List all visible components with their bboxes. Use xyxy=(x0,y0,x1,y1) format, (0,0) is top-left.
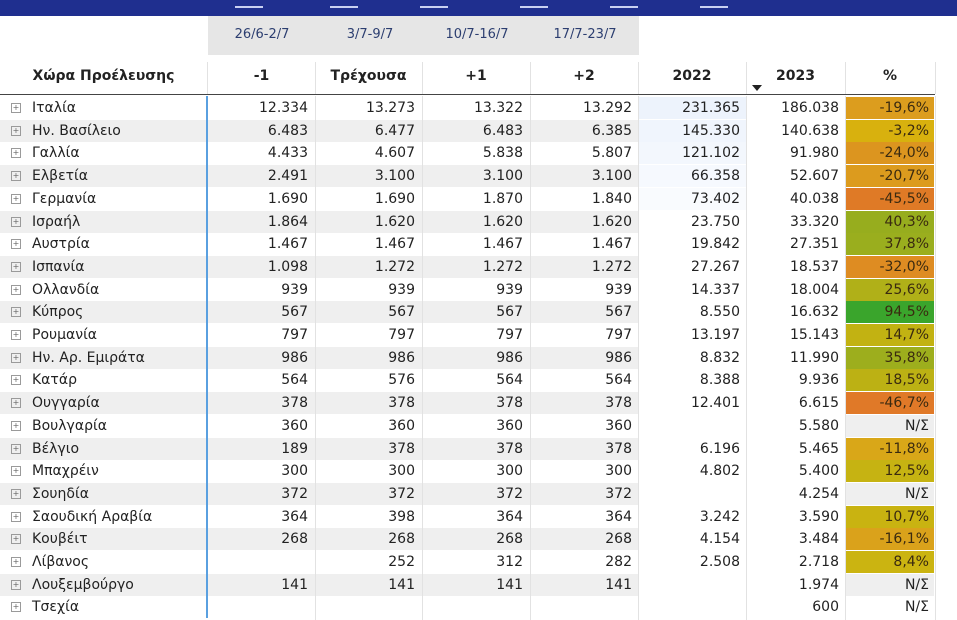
value-cell-p2 xyxy=(532,596,632,618)
percent-change-value: -24,0% xyxy=(879,145,929,161)
value-cell-p2: 5.807 xyxy=(591,145,632,161)
value-cell-y23: 18.004 xyxy=(790,282,839,298)
value-cell-cur: 398 xyxy=(388,509,415,525)
value-cell-m1: 2.491 xyxy=(267,168,308,184)
value-cell-y22: 19.842 xyxy=(691,236,740,252)
percent-change-cell xyxy=(846,97,934,119)
value-cell-m1: 1.690 xyxy=(267,191,308,207)
plus-box-icon[interactable]: + xyxy=(12,307,20,316)
percent-change-cell xyxy=(846,142,934,164)
value-cell-cur: 300 xyxy=(388,463,415,479)
value-cell-cur: 939 xyxy=(388,282,415,298)
grid-line xyxy=(422,96,423,620)
value-cell-m1: 1.098 xyxy=(267,259,308,275)
value-cell-p2: 141 xyxy=(605,577,632,593)
value-cell-p1: 372 xyxy=(496,486,523,502)
plus-box-icon[interactable]: + xyxy=(12,557,20,566)
percent-change-cell xyxy=(846,460,934,482)
plus-box-icon[interactable]: + xyxy=(12,512,20,521)
value-cell-p1: 364 xyxy=(496,509,523,525)
percent-change-cell xyxy=(846,506,934,528)
value-cell-y23: 3.590 xyxy=(798,509,839,525)
value-cell-p1: 1.870 xyxy=(482,191,523,207)
value-cell-m1 xyxy=(208,596,308,618)
plus-box-icon[interactable]: + xyxy=(12,375,20,384)
column-header-label: -1 xyxy=(253,68,270,84)
value-cell-p1: 13.322 xyxy=(474,100,523,116)
value-cell-cur: 1.690 xyxy=(374,191,415,207)
column-header-y2022[interactable] xyxy=(638,62,747,94)
value-cell-cur: 576 xyxy=(388,372,415,388)
percent-change-cell xyxy=(846,279,934,301)
grid-line xyxy=(315,96,316,620)
percent-change-value: -11,8% xyxy=(879,441,929,457)
percent-change-value: Ν/Σ xyxy=(904,599,929,615)
country-name: Κουβέιτ xyxy=(32,531,88,547)
grid-line xyxy=(935,96,936,620)
week-label: 3/7-9/7 xyxy=(346,27,394,42)
value-cell-p1: 564 xyxy=(496,372,523,388)
plus-box-icon[interactable]: + xyxy=(12,444,20,453)
country-name: Ιταλία xyxy=(32,100,77,116)
plus-box-icon[interactable]: + xyxy=(12,285,20,294)
sort-desc-icon[interactable] xyxy=(752,85,762,91)
value-cell-y23: 16.632 xyxy=(790,304,839,320)
value-cell-p2: 372 xyxy=(605,486,632,502)
percent-change-value: -20,7% xyxy=(879,168,929,184)
value-cell-cur: 797 xyxy=(388,327,415,343)
value-cell-y23: 6.615 xyxy=(798,395,839,411)
value-cell-m1: 939 xyxy=(281,282,308,298)
percent-change-value: -45,5% xyxy=(879,191,929,207)
country-name: Βουλγαρία xyxy=(32,418,107,434)
week-header-band xyxy=(208,16,639,55)
value-cell-cur: 252 xyxy=(388,554,415,570)
column-header-label: % xyxy=(882,68,898,84)
value-cell-p2: 282 xyxy=(605,554,632,570)
value-cell-y23: 91.980 xyxy=(790,145,839,161)
value-cell-p1: 6.483 xyxy=(482,123,523,139)
country-name: Μπαχρέιν xyxy=(32,463,99,479)
country-name: Ουγγαρία xyxy=(32,395,100,411)
percent-change-value: Ν/Σ xyxy=(904,418,929,434)
value-cell-cur: 378 xyxy=(388,441,415,457)
value-cell-p2: 360 xyxy=(605,418,632,434)
value-cell-p1: 986 xyxy=(496,350,523,366)
value-cell-p1: 939 xyxy=(496,282,523,298)
value-cell-p1: 268 xyxy=(496,531,523,547)
value-cell-y22: 73.402 xyxy=(691,191,740,207)
grid-line xyxy=(530,96,531,620)
percent-change-value: 40,3% xyxy=(884,214,929,230)
value-cell-p2: 567 xyxy=(605,304,632,320)
value-cell-m1: 268 xyxy=(281,531,308,547)
country-name: Ην. Αρ. Εμιράτα xyxy=(32,350,145,366)
percent-change-value: Ν/Σ xyxy=(904,577,929,593)
percent-change-value: -46,7% xyxy=(879,395,929,411)
column-header-country[interactable] xyxy=(0,62,208,94)
percent-change-cell xyxy=(846,551,934,573)
percent-change-value: -19,6% xyxy=(879,100,929,116)
country-name: Γαλλία xyxy=(32,145,80,161)
value-cell-cur xyxy=(315,596,415,618)
country-name: Γερμανία xyxy=(32,191,97,207)
country-name: Ελβετία xyxy=(32,168,89,184)
value-cell-cur: 378 xyxy=(388,395,415,411)
column-header-label: Χώρα Προέλευσης xyxy=(32,68,175,84)
percent-change-cell xyxy=(846,596,934,618)
value-cell-p2: 13.292 xyxy=(583,100,632,116)
plus-box-icon[interactable]: + xyxy=(12,421,20,430)
column-header-label: +1 xyxy=(465,68,487,84)
percent-change-cell xyxy=(846,415,934,437)
value-cell-cur: 986 xyxy=(388,350,415,366)
value-cell-cur: 4.607 xyxy=(374,145,415,161)
plus-box-icon[interactable]: + xyxy=(12,171,20,180)
column-header-label: +2 xyxy=(573,68,595,84)
value-cell-m1: 1.864 xyxy=(267,214,308,230)
percent-change-value: -32,0% xyxy=(879,259,929,275)
value-cell-m1: 12.334 xyxy=(259,100,308,116)
value-cell-y23: 2.718 xyxy=(798,554,839,570)
plus-box-icon[interactable]: + xyxy=(12,534,20,543)
value-cell-y22: 8.550 xyxy=(699,304,740,320)
value-cell-y22 xyxy=(640,415,740,437)
column-header-label: 2023 xyxy=(776,68,815,84)
country-name: Σαουδική Αραβία xyxy=(32,509,153,525)
value-cell-p2: 1.620 xyxy=(591,214,632,230)
week-label: 17/7-23/7 xyxy=(553,27,617,42)
value-cell-m1: 567 xyxy=(281,304,308,320)
value-cell-p1: 797 xyxy=(496,327,523,343)
value-cell-cur: 1.467 xyxy=(374,236,415,252)
plus-box-icon[interactable]: + xyxy=(12,194,20,203)
value-cell-y23: 186.038 xyxy=(781,100,839,116)
value-cell-p2: 300 xyxy=(605,463,632,479)
country-name: Ισραήλ xyxy=(32,214,81,230)
country-name: Τσεχία xyxy=(32,599,80,615)
value-cell-p1: 312 xyxy=(496,554,523,570)
grid-line xyxy=(746,96,747,620)
value-cell-cur: 567 xyxy=(388,304,415,320)
percent-change-value: 25,6% xyxy=(884,282,929,298)
percent-change-cell xyxy=(846,211,934,233)
value-cell-p2: 6.385 xyxy=(591,123,632,139)
plus-box-icon[interactable]: + xyxy=(12,580,20,589)
percent-change-value: 37,8% xyxy=(884,236,929,252)
country-name: Λουξεμβούργο xyxy=(32,577,134,593)
value-cell-p1: 1.272 xyxy=(482,259,523,275)
value-cell-p1: 378 xyxy=(496,395,523,411)
column-header-pct[interactable] xyxy=(845,62,936,94)
percent-change-cell xyxy=(846,392,934,414)
value-cell-p2: 939 xyxy=(605,282,632,298)
value-cell-y22 xyxy=(640,596,740,618)
plus-box-icon[interactable]: + xyxy=(12,103,20,112)
week-label: 26/6-2/7 xyxy=(234,27,290,42)
plus-box-icon[interactable]: + xyxy=(12,330,20,339)
value-cell-m1: 4.433 xyxy=(267,145,308,161)
value-cell-cur: 6.477 xyxy=(374,123,415,139)
plus-box-icon[interactable]: + xyxy=(12,239,20,248)
value-cell-y22: 4.154 xyxy=(699,531,740,547)
value-cell-p2: 268 xyxy=(605,531,632,547)
value-cell-y23: 52.607 xyxy=(790,168,839,184)
value-cell-m1: 300 xyxy=(281,463,308,479)
value-cell-cur: 360 xyxy=(388,418,415,434)
percent-change-cell xyxy=(846,188,934,210)
value-cell-cur: 3.100 xyxy=(374,168,415,184)
value-cell-m1: 360 xyxy=(281,418,308,434)
value-cell-y22: 66.358 xyxy=(691,168,740,184)
plus-box-icon[interactable]: + xyxy=(12,353,20,362)
value-cell-y22 xyxy=(640,574,740,596)
value-cell-y23: 5.465 xyxy=(798,441,839,457)
percent-change-value: 35,8% xyxy=(884,350,929,366)
country-name: Ην. Βασίλειο xyxy=(32,123,121,139)
plus-box-icon[interactable]: + xyxy=(12,602,20,611)
country-name: Ισπανία xyxy=(32,259,85,275)
percent-change-cell xyxy=(846,369,934,391)
percent-change-cell xyxy=(846,574,934,596)
percent-change-cell xyxy=(846,233,934,255)
plus-box-icon[interactable]: + xyxy=(12,217,20,226)
percent-change-value: 94,5% xyxy=(884,304,929,320)
plus-box-icon[interactable]: + xyxy=(12,489,20,498)
value-cell-y22: 3.242 xyxy=(699,509,740,525)
value-cell-cur: 1.272 xyxy=(374,259,415,275)
value-cell-m1: 986 xyxy=(281,350,308,366)
percent-change-cell xyxy=(846,256,934,278)
column-header-p2[interactable] xyxy=(530,62,639,94)
percent-change-value: 12,5% xyxy=(884,463,929,479)
percent-change-cell xyxy=(846,528,934,550)
value-cell-p1: 1.467 xyxy=(482,236,523,252)
country-name: Βέλγιο xyxy=(32,441,80,457)
value-cell-y23: 27.351 xyxy=(790,236,839,252)
percent-change-cell xyxy=(846,301,934,323)
value-cell-p1: 378 xyxy=(496,441,523,457)
value-cell-p2: 1.840 xyxy=(591,191,632,207)
value-cell-m1: 378 xyxy=(281,395,308,411)
value-cell-cur: 268 xyxy=(388,531,415,547)
value-cell-m1: 372 xyxy=(281,486,308,502)
value-cell-p1: 5.838 xyxy=(482,145,523,161)
value-cell-y22: 14.337 xyxy=(691,282,740,298)
value-cell-y22: 13.197 xyxy=(691,327,740,343)
value-cell-y22: 6.196 xyxy=(699,441,740,457)
value-cell-y23: 140.638 xyxy=(781,123,839,139)
column-header-current[interactable] xyxy=(315,62,423,94)
value-cell-y23: 5.400 xyxy=(798,463,839,479)
value-cell-p1 xyxy=(423,596,523,618)
value-cell-y22: 27.267 xyxy=(691,259,740,275)
value-cell-p2: 797 xyxy=(605,327,632,343)
value-cell-p2: 364 xyxy=(605,509,632,525)
value-cell-y23: 1.974 xyxy=(798,577,839,593)
value-cell-y23: 15.143 xyxy=(790,327,839,343)
plus-box-icon[interactable]: + xyxy=(12,262,20,271)
value-cell-m1: 141 xyxy=(281,577,308,593)
value-cell-p2: 378 xyxy=(605,395,632,411)
column-header-label: Τρέχουσα xyxy=(330,68,407,84)
value-cell-y22 xyxy=(640,483,740,505)
value-cell-p1: 300 xyxy=(496,463,523,479)
value-cell-p1: 3.100 xyxy=(482,168,523,184)
percent-change-cell xyxy=(846,120,934,142)
percent-change-cell xyxy=(846,483,934,505)
country-name: Κύπρος xyxy=(32,304,84,320)
value-cell-p2: 1.467 xyxy=(591,236,632,252)
value-cell-y23: 600 xyxy=(812,599,839,615)
percent-change-cell xyxy=(846,165,934,187)
value-cell-y22: 23.750 xyxy=(691,214,740,230)
column-header-m1[interactable] xyxy=(208,62,316,94)
plus-box-icon[interactable]: + xyxy=(12,148,20,157)
percent-change-value: 18,5% xyxy=(884,372,929,388)
plus-box-icon[interactable]: + xyxy=(12,126,20,135)
value-cell-y22: 4.802 xyxy=(699,463,740,479)
column-resize-handle[interactable] xyxy=(206,96,208,618)
value-cell-y23: 4.254 xyxy=(798,486,839,502)
header-divider xyxy=(0,94,935,95)
value-cell-y23: 40.038 xyxy=(790,191,839,207)
column-header-p1[interactable] xyxy=(422,62,531,94)
value-cell-y23: 5.580 xyxy=(798,418,839,434)
value-cell-m1: 189 xyxy=(281,441,308,457)
value-cell-p1: 141 xyxy=(496,577,523,593)
percent-change-cell xyxy=(846,324,934,346)
value-cell-p2: 1.272 xyxy=(591,259,632,275)
column-header-label: 2022 xyxy=(672,68,712,84)
value-cell-cur: 141 xyxy=(388,577,415,593)
value-cell-y22: 231.365 xyxy=(682,100,740,116)
value-cell-m1: 1.467 xyxy=(267,236,308,252)
value-cell-m1 xyxy=(208,551,308,573)
value-cell-cur: 13.273 xyxy=(366,100,415,116)
value-cell-m1: 6.483 xyxy=(267,123,308,139)
country-name: Αυστρία xyxy=(32,236,90,252)
value-cell-y22: 2.508 xyxy=(699,554,740,570)
percent-change-value: 14,7% xyxy=(884,327,929,343)
value-cell-y22: 121.102 xyxy=(682,145,740,161)
week-label: 10/7-16/7 xyxy=(445,27,509,42)
value-cell-y23: 11.990 xyxy=(790,350,839,366)
value-cell-p1: 360 xyxy=(496,418,523,434)
grid-line xyxy=(845,96,846,620)
value-cell-m1: 564 xyxy=(281,372,308,388)
value-cell-cur: 372 xyxy=(388,486,415,502)
percent-change-value: 10,7% xyxy=(884,509,929,525)
value-cell-y22: 145.330 xyxy=(682,123,740,139)
percent-change-value: 8,4% xyxy=(893,554,929,570)
value-cell-m1: 797 xyxy=(281,327,308,343)
percent-change-value: Ν/Σ xyxy=(904,486,929,502)
plus-box-icon[interactable]: + xyxy=(12,398,20,407)
value-cell-y23: 18.537 xyxy=(790,259,839,275)
country-name: Σουηδία xyxy=(32,486,89,502)
value-cell-m1: 364 xyxy=(281,509,308,525)
value-cell-p2: 3.100 xyxy=(591,168,632,184)
percent-change-cell xyxy=(846,347,934,369)
country-name: Κατάρ xyxy=(32,372,77,388)
value-cell-y22: 12.401 xyxy=(691,395,740,411)
value-cell-cur: 1.620 xyxy=(374,214,415,230)
value-cell-y22: 8.832 xyxy=(699,350,740,366)
percent-change-value: -16,1% xyxy=(879,531,929,547)
value-cell-p2: 986 xyxy=(605,350,632,366)
value-cell-y23: 3.484 xyxy=(798,531,839,547)
value-cell-y23: 33.320 xyxy=(790,214,839,230)
value-cell-p1: 567 xyxy=(496,304,523,320)
report-header-bar xyxy=(0,0,957,16)
value-cell-p1: 1.620 xyxy=(482,214,523,230)
grid-line xyxy=(638,96,639,620)
percent-change-value: -3,2% xyxy=(888,123,929,139)
value-cell-p2: 378 xyxy=(605,441,632,457)
value-cell-p2: 564 xyxy=(605,372,632,388)
country-name: Λίβανος xyxy=(32,554,90,570)
value-cell-y23: 9.936 xyxy=(798,372,839,388)
country-name: Ρουμανία xyxy=(32,327,98,343)
country-name: Ολλανδία xyxy=(32,282,100,298)
value-cell-y22: 8.388 xyxy=(699,372,740,388)
plus-box-icon[interactable]: + xyxy=(12,466,20,475)
percent-change-cell xyxy=(846,438,934,460)
